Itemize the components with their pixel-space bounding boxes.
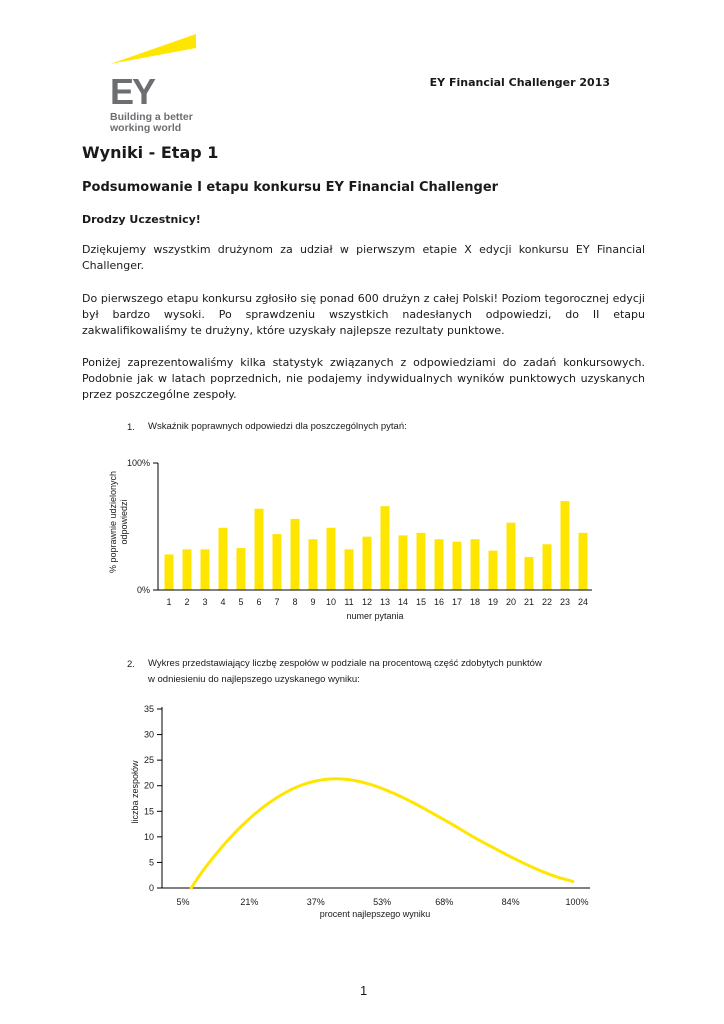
bar-7 xyxy=(273,534,282,590)
bar-xtick-label-21: 21 xyxy=(523,597,535,607)
line-ytick-label-5: 5 xyxy=(148,857,154,868)
bar-15 xyxy=(417,533,426,590)
bar-xtick-label-10: 10 xyxy=(325,597,337,607)
item-2-label-line2: w odniesieniu do najlepszego uzyskanego wyniku: xyxy=(148,674,360,685)
bar-3 xyxy=(201,549,210,590)
bar-xtick-label-11: 11 xyxy=(344,597,354,607)
bar-12 xyxy=(363,537,372,590)
bar-xtick-label-20: 20 xyxy=(505,597,517,607)
bar-xtick-label-15: 15 xyxy=(415,597,427,607)
line-xtick-label-3: 53% xyxy=(373,897,392,907)
bar-11 xyxy=(345,549,354,590)
line-xtick-label-2: 37% xyxy=(306,897,325,907)
line-xtick-labels xyxy=(176,897,588,907)
logo-letters: EY xyxy=(110,71,155,112)
bar-xtick-label-24: 24 xyxy=(577,597,589,607)
page-number: 1 xyxy=(360,983,368,998)
bar-14 xyxy=(399,535,408,590)
greeting: Drodzy Uczestnicy! xyxy=(82,213,201,226)
bar-19 xyxy=(489,551,498,590)
line-ytick-labels xyxy=(144,704,162,893)
bar-21 xyxy=(525,557,534,590)
bar-1 xyxy=(165,554,174,590)
bar-23 xyxy=(561,501,570,590)
bar-xtick-label-17: 17 xyxy=(451,597,463,607)
bar-xtick-label-9: 9 xyxy=(310,597,316,607)
bar-8 xyxy=(291,519,300,590)
line-ytick-label-35: 35 xyxy=(143,704,154,714)
bar-xtick-label-1: 1 xyxy=(166,597,172,607)
line-ytick-label-30: 30 xyxy=(143,729,154,740)
bar-17 xyxy=(453,542,462,590)
header-title: EY Financial Challenger 2013 xyxy=(429,76,610,89)
bar-xtick-label-19: 19 xyxy=(487,597,499,607)
line-xtick-label-1: 21% xyxy=(240,897,259,907)
bar-xtick-label-7: 7 xyxy=(274,597,280,607)
page-subtitle: Podsumowanie I etapu konkursu EY Financial Challenger xyxy=(82,180,499,195)
bar-24 xyxy=(579,533,588,590)
line-ytick-label-25: 25 xyxy=(143,755,154,766)
bar-20 xyxy=(507,523,516,590)
line-x-axis-title: procent najlepszego wyniku xyxy=(319,909,431,919)
line-y-axis-title: liczba zespołów xyxy=(130,760,140,824)
bar-xtick-label-12: 12 xyxy=(361,597,373,607)
bar-22 xyxy=(543,544,552,590)
bar-xtick-label-3: 3 xyxy=(202,597,208,607)
logo-tagline: Building a better working world xyxy=(110,111,193,134)
bar-4 xyxy=(219,528,228,590)
item-2-number: 2. xyxy=(127,659,135,670)
bar-13 xyxy=(381,506,390,590)
bar-xtick-label-5: 5 xyxy=(238,597,244,607)
bar-18 xyxy=(471,539,480,590)
line-ytick-label-15: 15 xyxy=(143,806,154,817)
bar-6 xyxy=(255,509,264,590)
bar-2 xyxy=(183,549,192,590)
bar-xtick-labels xyxy=(166,597,588,607)
bar-ytick-label-bottom: 0% xyxy=(136,585,150,595)
bar-series xyxy=(165,501,588,590)
bar-10 xyxy=(327,528,336,590)
line-xtick-label-0: 5% xyxy=(176,897,190,907)
line-ytick-label-0: 0 xyxy=(148,883,154,893)
page-title: Wyniki - Etap 1 xyxy=(82,143,219,162)
bar-ytick-label-top: 100% xyxy=(126,458,150,468)
paragraph-thanks: Dziękujemy wszystkim drużynom za udział w pierwszym etapie X edycji konkursu EY Financial Challenger. xyxy=(82,243,645,272)
bar-16 xyxy=(435,539,444,590)
line-ytick-label-20: 20 xyxy=(143,780,154,791)
bar-xtick-label-6: 6 xyxy=(256,597,262,607)
bar-xtick-label-2: 2 xyxy=(184,597,190,607)
bar-xtick-label-14: 14 xyxy=(397,597,409,607)
item-1-number: 1. xyxy=(127,422,135,433)
bar-xtick-label-4: 4 xyxy=(220,597,226,607)
bar-9 xyxy=(309,539,318,590)
bar-xtick-label-8: 8 xyxy=(292,597,298,607)
item-1-label: Wskaźnik poprawnych odpowiedzi dla poszczególnych pytań: xyxy=(148,421,407,432)
line-xtick-label-5: 84% xyxy=(501,897,520,907)
bar-y-axis-title-line2: odpowiedzi xyxy=(119,499,129,545)
bar-x-axis-title: numer pytania xyxy=(346,611,404,621)
paragraph-statistics: Poniżej zaprezentowaliśmy kilka statystyk związanych z odpowiedziami do zadań konkursowych. Podobnie jak w latach poprzednich, nie podajemy indywidualnych wyników punktowych uzyskanych przez poszczególne zespoły. xyxy=(82,356,645,401)
line-ytick-label-10: 10 xyxy=(143,831,154,842)
bar-5 xyxy=(237,548,246,590)
bar-xtick-label-22: 22 xyxy=(541,597,553,607)
bar-xtick-label-16: 16 xyxy=(433,597,445,607)
bar-xtick-label-13: 13 xyxy=(379,597,391,607)
line-xtick-label-4: 68% xyxy=(435,897,454,907)
bar-xtick-label-18: 18 xyxy=(469,597,481,607)
line-series xyxy=(191,779,573,888)
paragraph-qualification: Do pierwszego etapu konkursu zgłosiło się ponad 600 drużyn z całej Polski! Poziom tegorocznej edycji był bardzo wysoki. Po sprawdzeniu wszystkich nadesłanych odpowiedzi, do II etapu zakwalifikowaliśmy te drużyny, które uzyskały najlepsze rezultaty punktowe. xyxy=(82,292,645,337)
bar-y-axis-title-line1: % poprawnie udzielonych xyxy=(108,470,118,574)
line-xtick-label-6: 100% xyxy=(565,897,589,907)
item-2-label-line1: Wykres przedstawiający liczbę zespołów w podziale na procentową część zdobytych punktów xyxy=(148,658,542,669)
bar-xtick-label-23: 23 xyxy=(559,597,571,607)
